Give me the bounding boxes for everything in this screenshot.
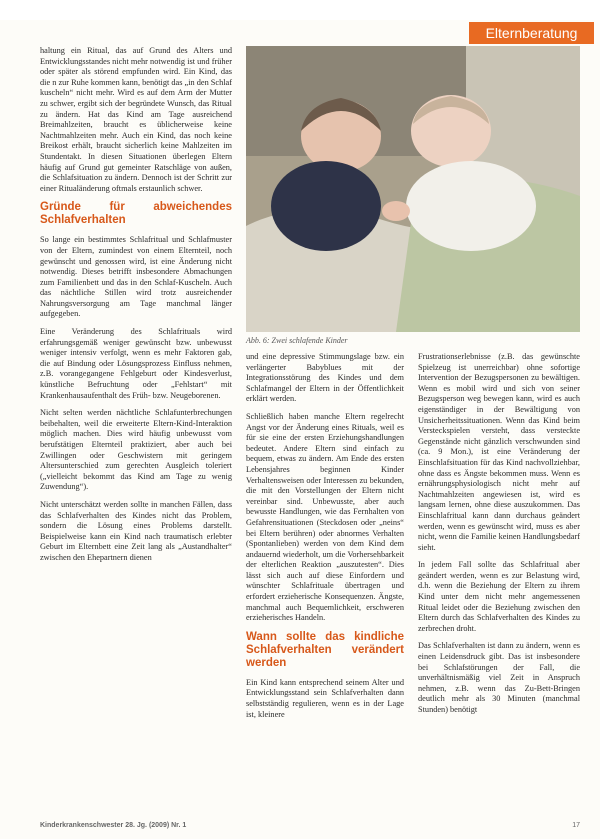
column-3	[418, 352, 580, 723]
section-header: Elternberatung	[469, 22, 594, 44]
col2-paragraph-2: Schließlich haben manche Eltern regelrecht Angst vor der Änderung eines Rituals, weil es für sie eine der ersten Erziehungshandlungen bedeutet. Andere Eltern sind einfach zu bequem, etwas zu ändern. Am Ende des ersten Lebensjahres beginnen Kinder Verhaltensweisen oder Interessen zu bekunden, die mit den Vorstellungen der Eltern nicht vereinbar sind. Unbewusste, aber auch bewusste Handlungen, wie das Fernhalten von Gefahrensituationen (Steckdosen oder „neins“ bei Eltern berühren) oder abnormes Verhalten (Spontanlieben) werden von dem Kind dem andauernd wiederholt, um die Vorhersehbarkeit der elterlichen Reaktion „auszutesten“. Dies lässt sich auch auf diese Einfordern und wünschter Schlafrituale übertragen und erfordert erzieherische Konsequenzen. Ängste, manchmal auch Bequemlichkeit, erschweren erzieherisches Handeln.	[246, 411, 404, 623]
col1-paragraph-4: Nicht selten werden nächtliche Schlafunterbrechungen beibehalten, weil die erweiterte Eltern-Kind-Interaktion möglich machen. Dies wird häufig unbewusst vom berufstätigen Elternteil praktiziert, aber auch bei Zwillingen oder Geschwistern mit geringem Altersunterschied zum gerechten Ausgleich toleriert („vielleicht bekommt das Kind am Tage zu wenig Zuwendung“).	[40, 408, 232, 492]
top-margin	[0, 0, 600, 20]
photo-caption: Abb. 6: Zwei schlafende Kinder	[246, 336, 348, 345]
col3-paragraph-2: In jedem Fall sollte das Schlafritual aber geändert werden, wenn es zur Belastung wird, d.h. wenn die Beziehung der Eltern zu ihrem Kind unter dem nicht mehr angemessenen Ritual leidet oder die Beziehung zwischen den Eltern durch das Schlafverhalten des Kindes zu zerbrechen droht.	[418, 560, 580, 633]
page-footer	[40, 822, 580, 834]
page-number: 17	[572, 822, 580, 829]
col1-paragraph-5: Nicht unterschätzt werden sollte in manchen Fällen, dass das Schlafverhalten des Kindes nicht das Problem, sondern die Lösung eines Problems darstellt. Beispielweise kann ein Kind nach traumatisch erlebter Geburt im Elternbett eine Zeit lang als „Austandhalter“ zwischen den Ehepartnern dienen	[40, 499, 232, 562]
col1-heading-reasons: Gründe für abweichendes Schlafverhalten	[40, 201, 232, 227]
babies-photo	[246, 46, 580, 332]
col1-paragraph-2: So lange ein bestimmtes Schlafritual und Schlafmuster von der Eltern, zumindest von einem Elternteil, noch gewünscht und genossen wird, ist eine Änderung nicht notwendig. Dieses betrifft insbesondere Abmachungen zum Familienbett und das in den Schlaf-Kuscheln. Auch das nächtliche Stillen wird trotz ausreichender Nahrungsversorgung am Tage manchmal länger aufgegeben.	[40, 235, 232, 319]
col3-paragraph-1: Frustrationserlebnisse (z.B. das gewünschte Spielzeug ist unerreichbar) ohne sofortige Intervention der Bezugspersonen zu bewältigen. Wenn es mobil wird und sich von seiner Bezugsperson weg bewegen kann, wird es auch eigenständiger in der Bewältigung von Unsicherheitssituationen. Wenn das Kind beim Versteckspielen versteht, dass versteckte Gegenstände nicht gänzlich verschwunden sind (ca. 9 Mon.), ist eine Veränderung der Einschlafsituation für das Kind nachvollziehbar, ohne dass es Ängste bekommen muss. Wenn es ernährungsphysiologisch nicht mehr auf Nachtmahlzeiten angewiesen ist, wird es langsam lernen, ohne diese auszukommen. Das Einschlafritual kann dann durchaus geändert werden, wenn es gewünscht wird, muss es aber nicht, wenn die Familie keinen Handlungsbedarf sieht.	[418, 352, 580, 552]
col1-paragraph-1: haltung ein Ritual, das auf Grund des Alters und Entwicklungsstandes nicht mehr notwendig ist und früher oder später als störend empfunden wird. Ein Kind, das die n zur Ruhe kommen kann, benötigt das „in den Schlaf kuscheln“ nicht mehr. Wird es auf dem Arm der Mutter zu schwer, ergibt sich der begründete Wunsch, das Ritual zu ändern. Hat das Kind am Tage ausreichend Breimahlzeiten, braucht es üblicherweise keine Nachtmahlzeiten mehr. Auch ein Kind, das noch keine Breikost erhält, braucht sicherlich keine Mahlzeiten im Stundentakt. In diesen Situationen überlegen Eltern häufig auf Grund gut gemeinter Ratschläge von außen, die Schlafsituation zu ändern. Dennoch ist der Schritt zur einer Ritualänderung oftmals erstaunlich schwer.	[40, 46, 232, 193]
col2-heading-when: Wann sollte das kindliche Schlafverhalten verändert werden	[246, 630, 404, 669]
photo-illustration	[246, 46, 580, 332]
column-2	[246, 352, 404, 727]
column-1	[40, 46, 232, 571]
col1-paragraph-3: Eine Veränderung des Schlafrituals wird erfahrungsgemäß weniger gewünscht bzw. unbewusst weniger intensiv verfolgt, wenn es mehr Faktoren gab, die auf Bindung oder Lösungsprozess Einfluss nehmen, z.B. vorangegangene Fehlgeburt oder Kindesverlust, künstliche Befruchtung oder „Fehlstart“ mit Krankenhausaufenthalt des Früh- bzw. Neugeborenen.	[40, 327, 232, 400]
col2-paragraph-3: Ein Kind kann entsprechend seinem Alter und Entwicklungsstand sein Schlafverhalten dann selbstständig regulieren, wenn es in der Lage ist, kleinere	[246, 677, 404, 719]
col2-paragraph-1: und eine depressive Stimmungslage bzw. ein verlängerter Babyblues mit der Integrationsstörung des Kindes und dem Schlafmangel der Eltern in der Öffentlichkeit erklärt werden.	[246, 352, 404, 404]
col3-paragraph-3: Das Schlafverhalten ist dann zu ändern, wenn es einen Leidensdruck gibt. Das ist insbesondere bei Schlafstörungen der Fall, die unverhältnismäßig viel Zeit in Anspruch nehmen, z.B. wenn das Zu-Bett-Bringen deutlich mehr als 30 Minuten (manchmal Stunden) benötigt	[418, 641, 580, 714]
journal-citation: Kinderkrankenschwester 28. Jg. (2009) Nr. 1	[40, 822, 187, 829]
